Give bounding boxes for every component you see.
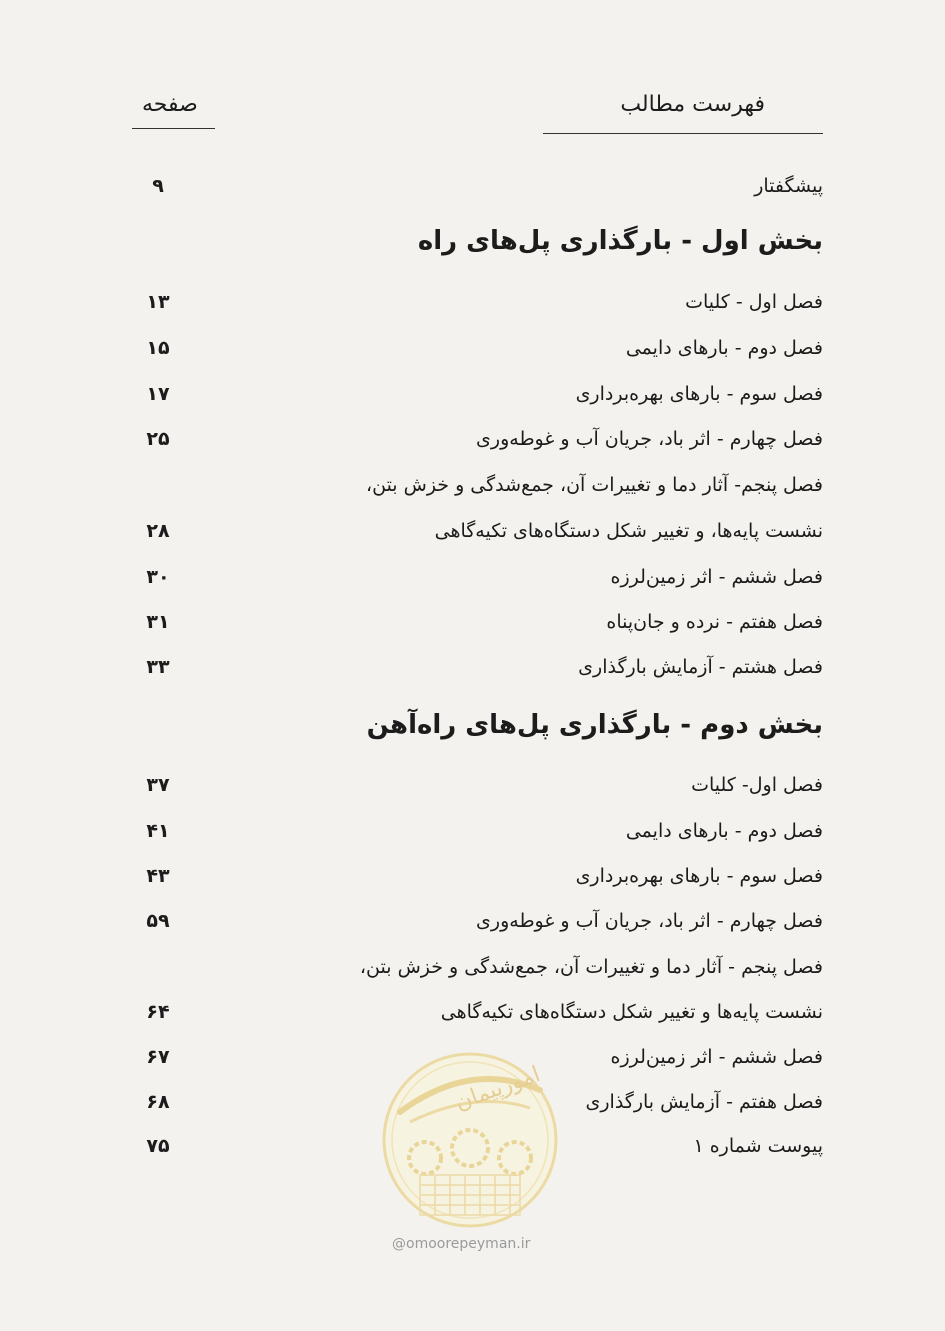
entry-page: ۳۰ bbox=[146, 566, 170, 588]
watermark-logo-text: امورپیمان bbox=[452, 1062, 544, 1116]
entry-page: ۹ bbox=[152, 175, 164, 197]
entry-page: ۵۹ bbox=[146, 910, 170, 932]
toc-entry bbox=[130, 337, 823, 377]
entry-text: فصل هشتم - آزمایش بارگذاری bbox=[578, 656, 823, 678]
entry-text: فصل سوم - بارهای بهره‌برداری bbox=[575, 383, 823, 405]
entry-page: ۳۱ bbox=[146, 611, 170, 633]
section-text: بخش دوم - بارگذاری پل‌های راه‌آهن bbox=[366, 710, 823, 740]
title-underline bbox=[543, 133, 823, 134]
toc-entry bbox=[130, 865, 823, 905]
entry-page: ۳۷ bbox=[146, 774, 170, 796]
toc-entry bbox=[130, 1001, 823, 1041]
toc-entry bbox=[130, 820, 823, 860]
entry-text: فصل دوم - بارهای دایمی bbox=[625, 820, 823, 842]
entry-text: فصل دوم - بارهای دایمی bbox=[625, 337, 823, 359]
entry-page: ۲۵ bbox=[146, 428, 170, 450]
entry-text: فصل چهارم - اثر باد، جریان آب و غوطه‌وری bbox=[476, 428, 823, 450]
toc-section-heading bbox=[130, 710, 823, 750]
entry-text: فصل چهارم - اثر باد، جریان آب و غوطه‌وری bbox=[476, 910, 823, 932]
page-label-underline bbox=[132, 128, 215, 129]
entry-page: ۶۷ bbox=[146, 1046, 170, 1068]
entry-text: فصل ششم - اثر زمین‌لرزه bbox=[610, 1046, 823, 1068]
toc-entry bbox=[130, 956, 823, 996]
section-text: بخش اول - بارگذاری پل‌های راه bbox=[417, 226, 823, 256]
toc-entry bbox=[130, 656, 823, 696]
entry-page: ۷۵ bbox=[146, 1135, 170, 1157]
watermark-url: @omoorepeyman.ir bbox=[392, 1236, 531, 1252]
entry-page: ۲۸ bbox=[146, 520, 170, 542]
page-column-label: صفحه bbox=[142, 92, 198, 117]
toc-entry bbox=[130, 611, 823, 651]
entry-page: ۳۳ bbox=[146, 656, 170, 678]
entry-page: ۴۳ bbox=[146, 865, 170, 887]
entry-text: نشست پایه‌ها و تغییر شکل دستگاه‌های تکیه‌گاهی bbox=[440, 1001, 823, 1023]
entry-text: پیوست شماره ۱ bbox=[693, 1135, 823, 1157]
entry-page: ۱۷ bbox=[146, 383, 170, 405]
toc-entry bbox=[130, 291, 823, 331]
entry-page: ۶۴ bbox=[146, 1001, 170, 1023]
entry-page: ۴۱ bbox=[146, 820, 170, 842]
entry-page: ۱۳ bbox=[146, 291, 170, 313]
entry-text: نشست پایه‌ها، و تغییر شکل دستگاه‌های تکیه‌گاهی bbox=[434, 520, 823, 542]
entry-text: فصل هفتم - نرده و جان‌پناه bbox=[606, 611, 823, 633]
entry-text: فصل هفتم - آزمایش بارگذاری bbox=[585, 1091, 823, 1113]
toc-section-heading bbox=[130, 226, 823, 266]
entry-text: فصل ششم - اثر زمین‌لرزه bbox=[610, 566, 823, 588]
toc-entry bbox=[130, 175, 823, 215]
entry-text: پیشگفتار bbox=[754, 175, 823, 197]
watermark-logo bbox=[380, 1050, 560, 1230]
toc-entry bbox=[130, 566, 823, 606]
toc-entry bbox=[130, 910, 823, 950]
entry-page: ۱۵ bbox=[146, 337, 170, 359]
entry-text: فصل اول- کلیات bbox=[691, 774, 823, 796]
entry-page: ۶۸ bbox=[146, 1091, 170, 1113]
entry-text: فصل پنجم - آثار دما و تغییرات آن، جمع‌شدگی و خزش بتن، bbox=[359, 956, 823, 978]
toc-entry bbox=[130, 774, 823, 814]
toc-entry bbox=[130, 520, 823, 560]
entry-text: فصل اول - کلیات bbox=[685, 291, 823, 313]
toc-entry bbox=[130, 474, 823, 514]
entry-text: فصل پنجم- آثار دما و تغییرات آن، جمع‌شدگی و خزش بتن، bbox=[365, 474, 823, 496]
toc-entry bbox=[130, 428, 823, 468]
entry-text: فصل سوم - بارهای بهره‌برداری bbox=[575, 865, 823, 887]
toc-entry bbox=[130, 383, 823, 423]
toc-title: فهرست مطالب bbox=[620, 92, 765, 117]
